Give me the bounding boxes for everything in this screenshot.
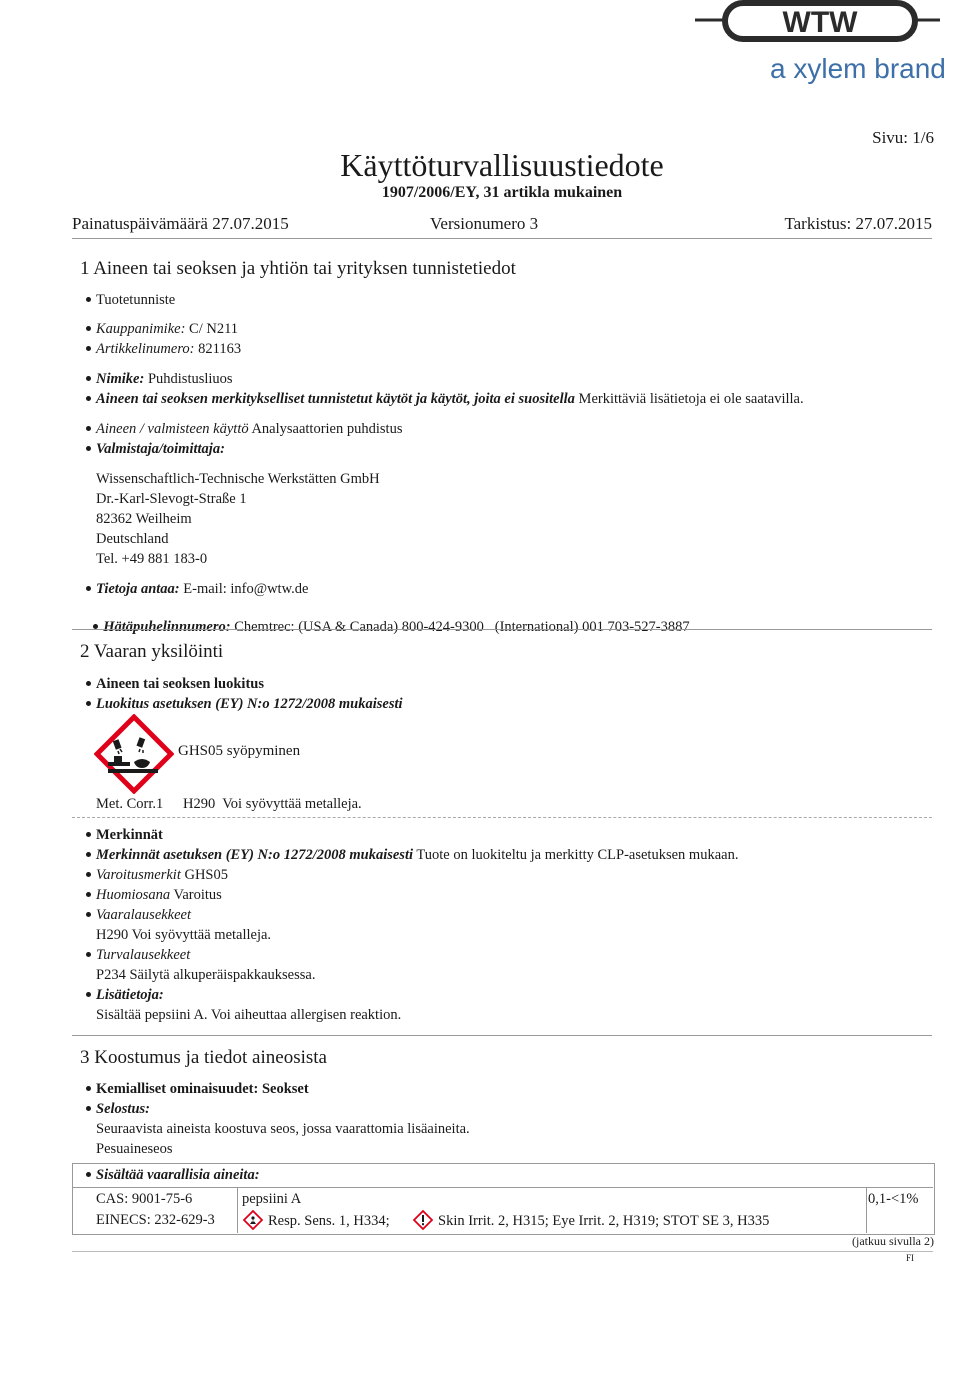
- description-text-2: Pesuaineseos: [96, 1141, 173, 1157]
- supplier-city: 82362 Weilheim: [96, 511, 192, 527]
- ingredient-concentration: 0,1-<1%: [868, 1191, 919, 1207]
- header-divider: [72, 238, 932, 239]
- trade-name: Kauppanimike: C/ N211: [86, 320, 238, 338]
- labelling-regulation: Merkinnät asetuksen (EY) N:o 1272/2008 mukaisesti Tuote on luokiteltu ja merkitty CLP-asetuksen mukaan.: [86, 846, 738, 864]
- health-hazard-icon: [243, 1210, 263, 1230]
- additional-info-label: Lisätietoja:: [86, 986, 164, 1004]
- supplier-company: Wissenschaftlich-Technische Werkstätten GmbH: [96, 471, 380, 487]
- section-1-heading: 1 Aineen tai seoksen ja yhtiön tai yrityksen tunnistetiedot: [80, 258, 516, 279]
- classification-divider: [72, 817, 932, 818]
- precautionary-label: Turvalausekkeet: [86, 946, 190, 964]
- labelling-label: Merkinnät: [86, 826, 163, 844]
- svg-text:WTW: WTW: [782, 6, 858, 39]
- ingredient-resp-sens: Resp. Sens. 1, H334;: [268, 1213, 390, 1229]
- document-subtitle: 1907/2006/EY, 31 artikla mukainen: [381, 184, 623, 201]
- print-date: Painatuspäivämäärä 27.07.2015: [72, 214, 289, 233]
- hazard-statement: H290 Voi syövyttää metalleja.: [183, 796, 362, 812]
- product-name: Nimike: Puhdistusliuos: [86, 370, 233, 388]
- supplier-label: Valmistaja/toimittaja:: [86, 440, 225, 458]
- precautionary-statements: P234 Säilytä alkuperäispakkauksessa.: [96, 967, 316, 983]
- hazard-statements-label: Vaaralausekkeet: [86, 906, 191, 924]
- ingredient-skin-irrit: Skin Irrit. 2, H315; Eye Irrit. 2, H319; STOT SE 3, H335: [438, 1213, 770, 1229]
- ingredient-einecs: EINECS: 232-629-3: [96, 1212, 215, 1228]
- corrosion-pictogram-icon: [94, 714, 174, 794]
- wtw-logo: [695, 0, 940, 46]
- ingredients-table-divider: [72, 1187, 933, 1188]
- section-2-heading: 2 Vaaran yksilöinti: [80, 641, 224, 662]
- warning-symbols: Varoitusmerkit GHS05: [86, 866, 228, 884]
- chemical-characterization: Kemialliset ominaisuudet: Seokset: [86, 1080, 309, 1098]
- article-number: Artikkelinumero: 821163: [86, 340, 241, 358]
- language-code: FI: [906, 1253, 915, 1263]
- ingredient-cas: CAS: 9001-75-6: [96, 1191, 193, 1207]
- version-number: Versionumero 3: [430, 214, 539, 233]
- supplier-country: Deutschland: [96, 531, 169, 547]
- hazard-statements: H290 Voi syövyttää metalleja.: [96, 927, 272, 943]
- section-2-divider: [72, 1035, 932, 1036]
- supplier-street: Dr.-Karl-Slevogt-Straße 1: [96, 491, 247, 507]
- continued-notice: (jatkuu sivulla 2): [852, 1234, 934, 1248]
- additional-info: Sisältää pepsiini A. Voi aiheuttaa allergisen reaktion.: [96, 1007, 402, 1023]
- product-use: Aineen / valmisteen käyttö Analysaattorien puhdistus: [86, 420, 402, 438]
- info-contact: Tietoja antaa: E-mail: info@wtw.de: [86, 580, 308, 598]
- exclamation-icon: [413, 1210, 433, 1230]
- classification-label: Aineen tai seoksen luokitus: [86, 675, 264, 693]
- ingredients-col-divider-2: [866, 1188, 867, 1233]
- section-3-heading: 3 Koostumus ja tiedot aineosista: [80, 1047, 327, 1068]
- pictogram-label: GHS05 syöpyminen: [178, 743, 301, 759]
- signal-word: Huomiosana Varoitus: [86, 886, 222, 904]
- document-title: Käyttöturvallisuustiedote: [340, 147, 664, 183]
- wtw-logo-icon: [695, 0, 940, 46]
- footer-divider: [72, 1251, 933, 1252]
- regulation-label: Luokitus asetuksen (EY) N:o 1272/2008 mukaisesti: [86, 695, 403, 713]
- description-text: Seuraavista aineista koostuva seos, jossa vaarattomia lisäaineita.: [96, 1121, 470, 1137]
- hazard-class: Met. Corr.1: [96, 796, 164, 812]
- page-number: Sivu: 1/6: [872, 128, 934, 147]
- brand-tagline: a xylem brand: [770, 53, 946, 84]
- hazardous-substances-label: Sisältää vaarallisia aineita:: [86, 1166, 260, 1184]
- product-identifier: Tuotetunniste: [86, 291, 175, 309]
- description-label: Selostus:: [86, 1100, 150, 1118]
- emergency-number: Hätäpuhelinnumero: Chemtrec: (USA & Canada) 800-424-9300 (International) 001 703-527-3887: [86, 600, 690, 636]
- identified-uses: Aineen tai seoksen merkitykselliset tunnistetut käytöt ja käytöt, joita ei suositella Merkittäviä lisätietoja ei ole saatavilla.: [86, 390, 804, 408]
- supplier-phone: Tel. +49 881 183-0: [96, 551, 208, 567]
- ingredient-name: pepsiini A: [242, 1191, 302, 1207]
- ingredients-col-divider-1: [237, 1188, 238, 1233]
- section-1-divider: [72, 629, 932, 630]
- revision-date: Tarkistus: 27.07.2015: [784, 214, 932, 233]
